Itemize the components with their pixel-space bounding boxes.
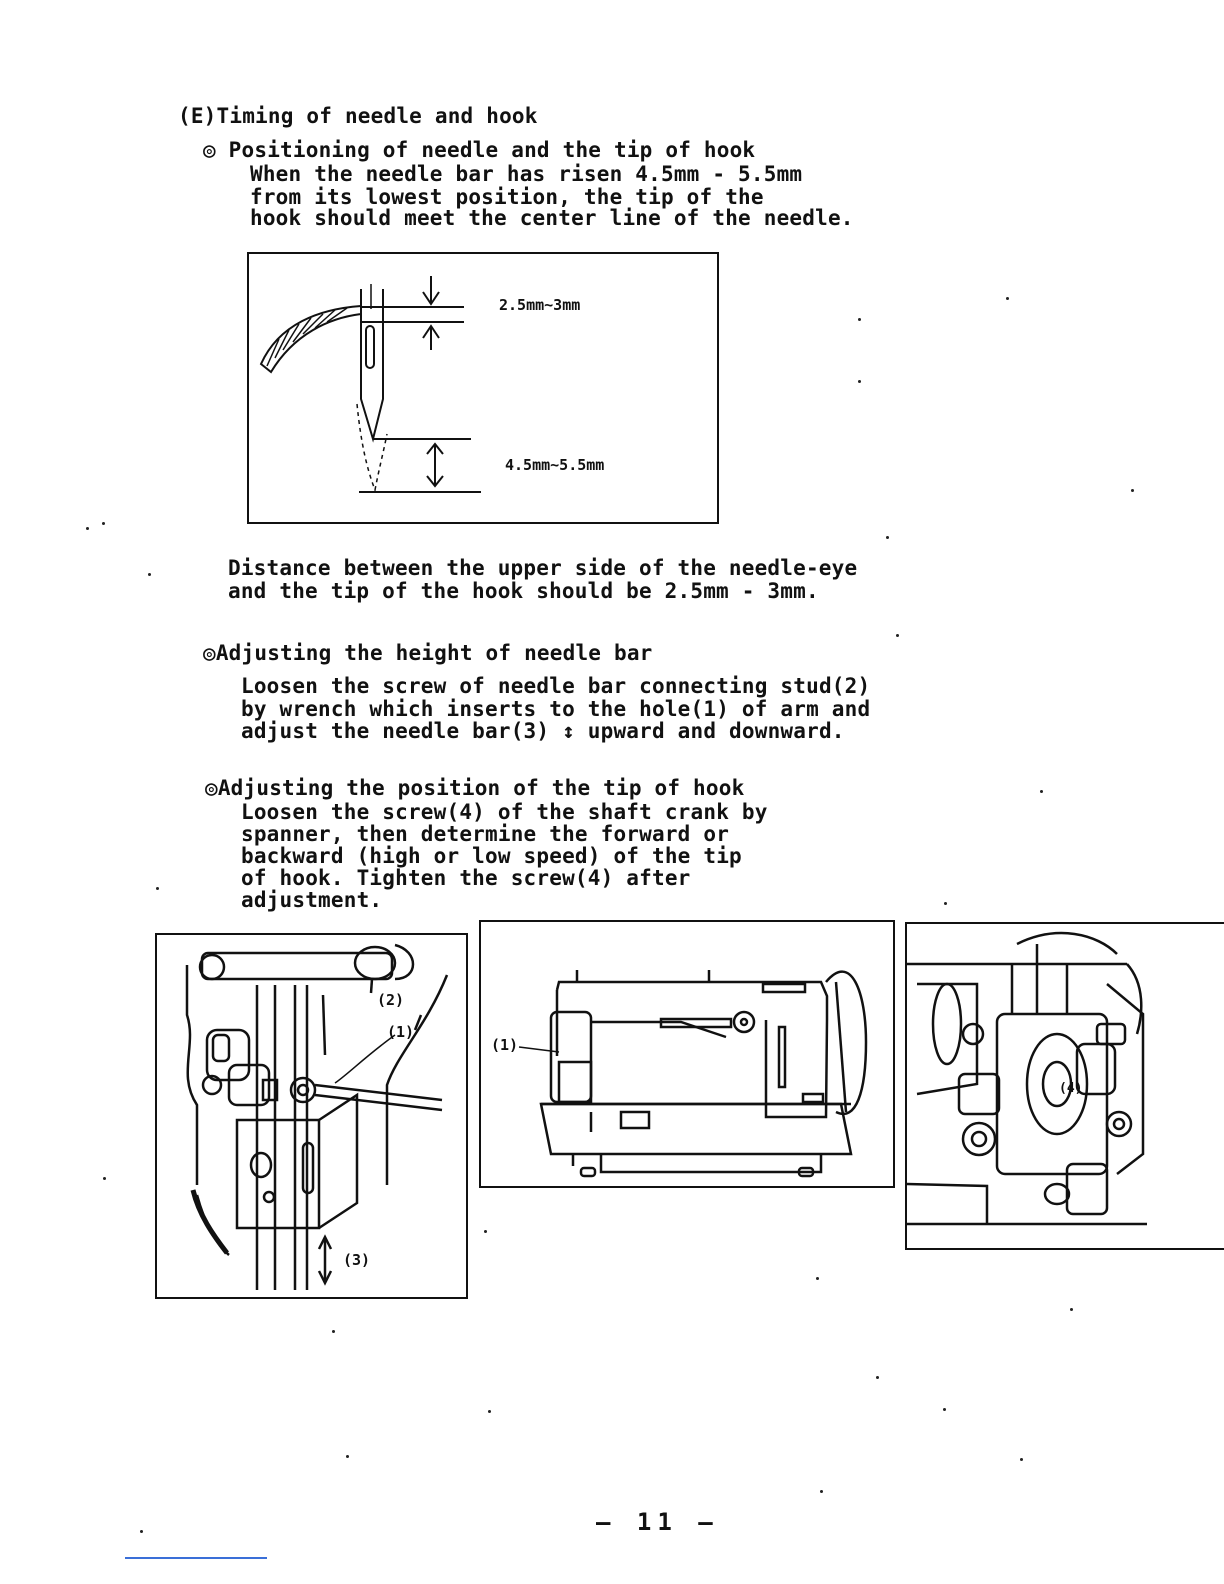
speck [896,634,899,637]
speck [886,536,889,539]
tip-heading: ◎Adjusting the position of the tip of hook [205,776,745,800]
speck [944,902,947,905]
speck [148,573,151,576]
tip-line: of hook. Tighten the screw(4) after [241,866,691,890]
hole-label: (1) [387,1023,415,1041]
speck [1006,297,1009,300]
speck [858,380,861,383]
speck [140,1530,143,1533]
distance-note-line: Distance between the upper side of the needle-eye [228,556,858,580]
needle-hook-diagram [247,252,719,524]
height-line: adjust the needle bar(3) ↕ upward and downward. [241,719,845,743]
upper-gap-label: 2.5mm~3mm [499,296,581,314]
speck [102,522,105,525]
positioning-line: When the needle bar has risen 4.5mm - 5.5mm [250,162,803,186]
speck [816,1277,819,1280]
distance-note-line: and the tip of the hook should be 2.5mm - 3mm. [228,579,819,603]
speck [858,318,861,321]
speck [103,1177,106,1180]
tip-line: backward (high or low speed) of the tip [241,844,742,868]
height-heading: ◎Adjusting the height of needle bar [203,641,653,665]
speck [820,1490,823,1493]
speck [1070,1308,1073,1311]
tip-line: adjustment. [241,888,383,912]
speck [488,1410,491,1413]
shaft-crank-figure [905,922,1224,1250]
needle-bar-label: (3) [343,1251,371,1269]
speck [1131,489,1134,492]
page-number: — 11 — [596,1508,719,1536]
needle-bar-figure [155,933,468,1299]
height-line: Loosen the screw of needle bar connecting stud(2) [241,674,871,698]
tip-line: spanner, then determine the forward or [241,822,730,846]
positioning-line: hook should meet the center line of the needle. [250,206,854,230]
speck [332,1330,335,1333]
sewing-machine-figure [479,920,895,1188]
speck [1040,790,1043,793]
section-title: (E)Timing of needle and hook [178,104,538,128]
machine-hole-label: (1) [491,1036,519,1054]
tip-line: Loosen the screw(4) of the shaft crank by [241,800,768,824]
positioning-line: from its lowest position, the tip of the [250,185,764,209]
speck [943,1408,946,1411]
speck [484,1230,487,1233]
stud-label: (2) [377,991,405,1009]
speck [156,887,159,890]
speck [876,1376,879,1379]
speck [346,1455,349,1458]
height-line: by wrench which inserts to the hole(1) of arm and [241,697,871,721]
speck [1020,1458,1023,1461]
crank-screw-label: (4) [1059,1081,1083,1096]
scan-edge-line [125,1557,267,1559]
positioning-heading: ◎ Positioning of needle and the tip of hook [203,138,756,162]
speck [86,527,89,530]
lower-gap-label: 4.5mm~5.5mm [505,456,605,474]
